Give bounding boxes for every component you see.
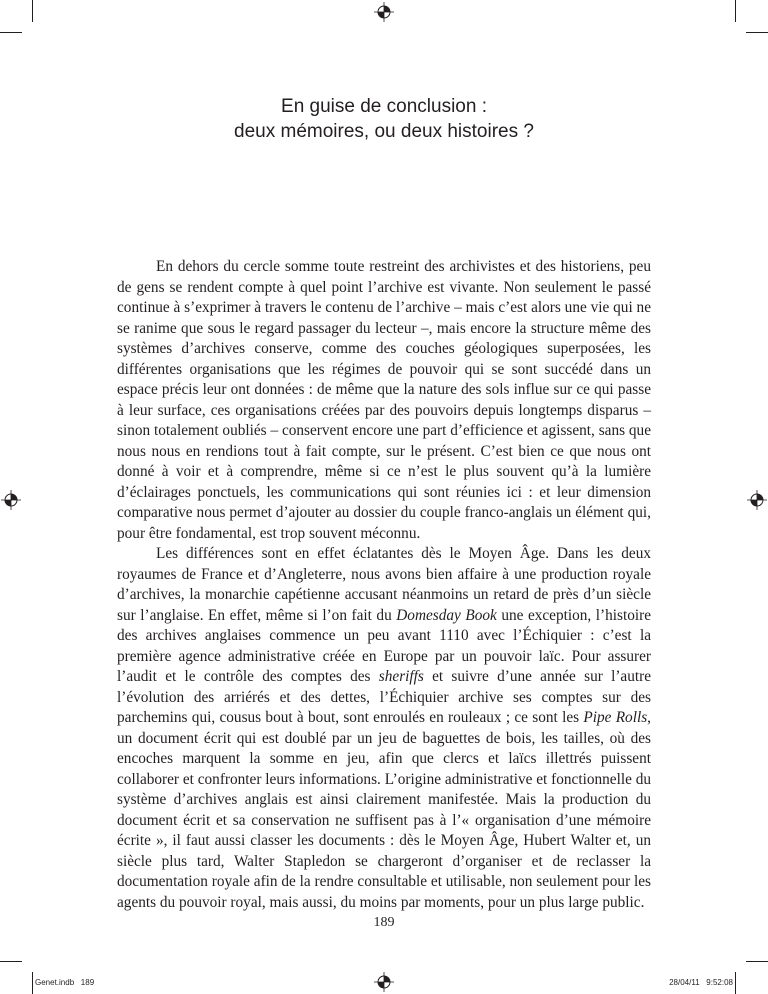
italic-term: Domesday Book xyxy=(396,606,497,624)
slug-datetime: 28/04/11 9:52:08 xyxy=(669,978,733,987)
crop-mark-bottom-left-h xyxy=(0,961,22,962)
chapter-title-line-2: deux mémoires, ou deux histoires ? xyxy=(234,121,534,142)
paragraph-1 xyxy=(117,257,651,544)
text-run: , un document écrit qui est doublé par un jeu de baguettes de bois, les tailles, où des encoches marquent la somme en jeu, afin que clercs et laïcs illettrés puissent collaborer et confronter leurs informations. L’origine administrative et fonctionnelle du système d’archives anglais est ainsi clairement manifestée. Mais la production du document écrit et sa conservation ne suffisent pas à l’« organisation d’une mémoire écrite », il faut aussi classer les documents : dès le Moyen Âge, Hubert Walter et, un siècle plus tard, Walter Stapledon se chargeront d’organiser et de reclasser la documentation royale afin de la rendre consultable et utilisable, non seulement pour les agents du pouvoir royal, mais aussi, du moins par moments, pour un plus large public. xyxy=(117,709,651,911)
text-run: Les différences sont en effet éclatantes dès le Moyen Âge. Dans les deux royaumes de France et d’Angleterre, nous avons bien affaire à une production royale d’archives, la monarchie capétienne accusant néanmoins un retard de près d’un siècle sur l’anglaise. En effet, même si l’on fait du xyxy=(117,545,651,624)
crop-mark-bottom-left xyxy=(32,972,33,994)
italic-term: sheriffs xyxy=(378,668,424,685)
registration-mark-left-icon xyxy=(1,490,21,510)
registration-mark-top-icon xyxy=(374,2,394,22)
slug-file-info: Genet.indb 189 xyxy=(35,978,95,987)
crop-mark-bottom-right xyxy=(735,972,736,994)
text-run: une exception, l’histoire des archives anglaises commence un peu avant 1110 avec l’Échiquier : c’est la première agence administrative créée en Europe par un pouvoir laïc. Pour assurer l’audit et le contrôle des comptes des xyxy=(117,606,652,685)
chapter-title xyxy=(140,94,628,144)
text-run: et suivre d’une année sur l’autre l’évolution des arriérés et des dettes, l’Échiquier archive ses comptes sur des parchemins qui, cousus bout à bout, sont enroulés en rouleaux ; ce sont les xyxy=(117,668,651,726)
registration-mark-bottom-icon xyxy=(374,972,394,992)
italic-term: Pipe Rolls xyxy=(583,709,648,726)
registration-mark-right-icon xyxy=(747,490,767,510)
crop-mark-bottom-right-h xyxy=(746,961,768,962)
body-text xyxy=(117,257,651,913)
crop-mark-top-right-h xyxy=(746,32,768,33)
crop-mark-top-left-h xyxy=(0,32,22,33)
chapter-title-line-1: En guise de conclusion : xyxy=(281,96,487,117)
text-run: En dehors du cercle somme toute restreint des archivistes et des historiens, peu de gens se rendent compte à quel point l’archive est vivante. Non seulement le passé continue à s’exprimer à travers le contenu de l’archive – mais c’est alors une vie qui ne se ranime que sous le regard passager du lecteur –, mais encore la structure même des systèmes d’archives conserve, comme des couches géologiques superposées, les différentes organisations que les régimes de pouvoir qui se sont succédé dans un espace précis leur ont données : de même que la nature des sols influe sur ce qui passe à leur surface, ces organisations créées par des pouvoirs depuis longtemps disparus – sinon totalement oubliés – conservent encore une part d’efficience et agissent, sans que nous nous en rendions tout à fait compte, sur le présent. C’est bien ce que nous ont donné à voir et à comprendre, même si ce n’est le plus souvent qu’à la lumière d’éclairages ponctuels, les communications qui sont réunies ici : et leur dimension comparative nous permet d’ajouter au dossier du couple franco-anglais un élément qui, pour être fondamental, est trop souvent méconnu. xyxy=(117,258,651,542)
crop-mark-top-left xyxy=(32,0,33,22)
paragraph-2 xyxy=(117,544,651,913)
crop-mark-top-right xyxy=(735,0,736,22)
page-number: 189 xyxy=(373,915,395,930)
